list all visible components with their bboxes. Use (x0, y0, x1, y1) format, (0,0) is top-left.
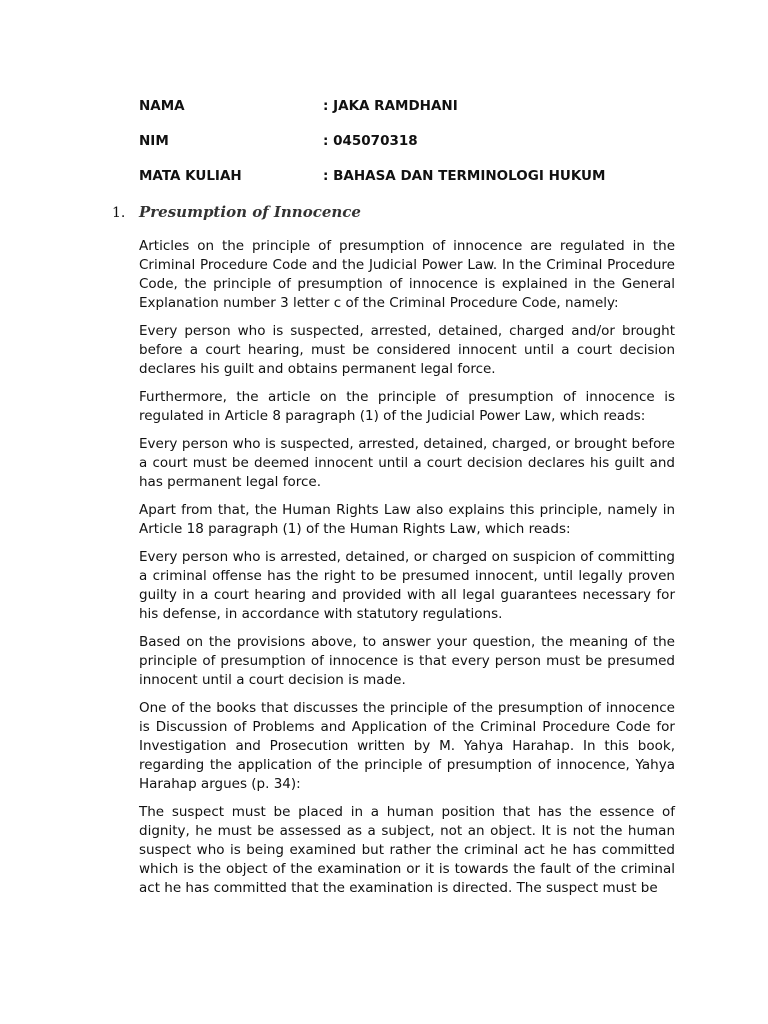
student-info-header (139, 88, 699, 193)
name-value: : JAKA RAMDHANI (323, 97, 458, 114)
paragraph: Based on the provisions above, to answer your question, the meaning of the principle of presumption of innocence is that every person must be presumed innocent until a court decision is made. (139, 634, 675, 688)
paragraph: Every person who is arrested, detained, or charged on suspicion of committing a criminal offense has the right to be presumed innocent, until legally proven guilty in a court hearing and provided with all legal guarantees necessary for his defense, in accordance with statutory regulations. (139, 549, 675, 622)
student-name-row (139, 88, 699, 123)
name-label: NAMA (139, 97, 185, 114)
paragraph: Articles on the principle of presumption of innocence are regulated in the Criminal Procedure Code and the Judicial Power Law. In the Criminal Procedure Code, the principle of presumption of innocence is explained in the General Explanation number 3 letter c of the Criminal Procedure Code, namely: (139, 238, 675, 311)
paragraph: One of the books that discusses the principle of the presumption of innocence is Discussion of Problems and Application of the Criminal Procedure Code for Investigation and Prosecution written by M. Yahya Harahap. In this book, regarding the application of the principle of presumption of innocence, Yahya Harahap argues (p. 34): (139, 700, 675, 792)
section-number: 1. (112, 205, 126, 221)
student-id-value: : 045070318 (323, 132, 418, 149)
course-row (139, 158, 699, 193)
student-id-row (139, 123, 699, 158)
student-id-label: NIM (139, 132, 169, 149)
paragraph: Every person who is suspected, arrested, detained, charged and/or brought before a court hearing, must be considered innocent until a court decision declares his guilt and obtains permanent legal force. (139, 323, 675, 377)
body-text (139, 237, 675, 907)
paragraph: The suspect must be placed in a human position that has the essence of dignity, he must be assessed as a subject, not an object. It is not the human suspect who is being examined but rather the criminal act he has committed which is the object of the examination or it is towards the fault of the criminal act he has committed that the examination is directed. The suspect must be (139, 804, 675, 896)
course-label: MATA KULIAH (139, 167, 242, 184)
paragraph: Furthermore, the article on the principle of presumption of innocence is regulated in Article 8 paragraph (1) of the Judicial Power Law, which reads: (139, 389, 675, 424)
paragraph: Apart from that, the Human Rights Law also explains this principle, namely in Article 18 paragraph (1) of the Human Rights Law, which reads: (139, 502, 675, 537)
section-heading (112, 203, 361, 221)
course-value: : BAHASA DAN TERMINOLOGI HUKUM (323, 167, 606, 184)
section-title: Presumption of Innocence (139, 203, 361, 221)
paragraph: Every person who is suspected, arrested, detained, charged, or brought before a court must be deemed innocent until a court decision declares his guilt and has permanent legal force. (139, 436, 675, 490)
